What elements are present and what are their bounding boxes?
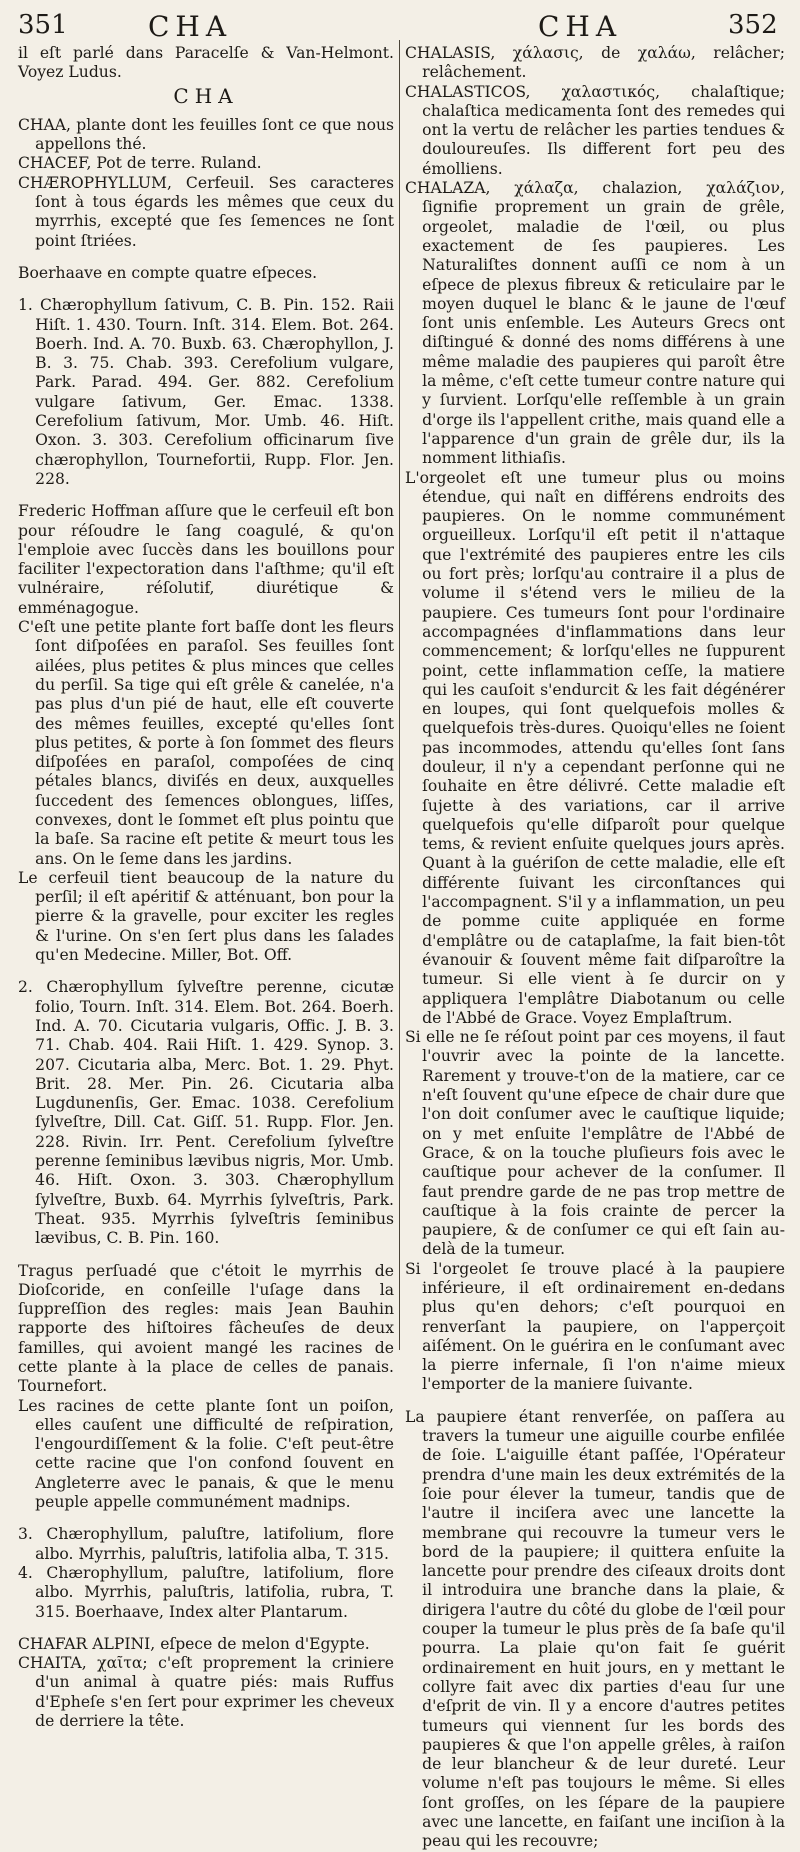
paragraph: CHÆROPHYLLUM, Cerfeuil. Ses caracteres ſont à tous égards les mêmes que ceux du myrrhis, excepté que ſes ſemences ne ſont point ſtriées. <box>18 173 394 250</box>
right-column <box>405 44 785 1851</box>
column-divider <box>399 40 400 1350</box>
paragraph: C'eſt une petite plante fort baſſe dont les fleurs ſont diſpoſées en paraſol. Ses feuilles ſont ailées, plus petites & plus minces que celles du perſil. Sa tige qui eſt grêle & canelée, n'a pas plus d'un pié de haut, elle eſt couverte des mêmes feuilles, excepté qu'elles ſont plus petites, & porte à ſon ſommet des fleurs diſpoſées en paraſol, compoſées de cinq pétales blancs, diviſés en deux, auxquelles ſuccedent des ſemences oblongues, liſſes, convexes, dont le ſommet eſt plus pointu que la baſe. Sa racine eſt petite & meurt tous les ans. On le ſeme dans les jardins. <box>18 618 394 868</box>
paragraph-gap <box>18 1512 394 1525</box>
paragraph: Frederic Hoffman aſſure que le cerfeuil eſt bon pour réſoudre le ſang coagulé, & qu'on l'emploie avec ſuccès dans les bouillons pour faciliter l'expectoration dans l'aſthme; qu'il eſt vulnéraire, réſolutif, diurétique & emménagogue. <box>18 502 394 617</box>
paragraph: Si elle ne ſe réſout point par ces moyens, il faut l'ouvrir avec la pointe de la lancette. Rarement y trouve-t'on de la matiere, car ce n'eſt ſouvent qu'une eſpece de chair dure que l'on doit conſumer avec le cauſtique liquide; on y met enſuite l'emplâtre de l'Abbé de Grace, & on la touche pluſieurs fois avec le cauſtique pour achever de la conſumer. Il faut prendre garde de ne pas trop mettre de cauſtique à la fois crainte de percer la paupiere, & de conſumer ce qui eſt ſain au-delà de la tumeur. <box>405 1028 785 1259</box>
paragraph-gap <box>18 1622 394 1635</box>
paragraph: 1. Chærophyllum ſativum, C. B. Pin. 152. Raii Hiſt. 1. 430. Tourn. Inſt. 314. Elem. Bot. 264. Boerh. Ind. A. 70. Buxb. 63. Chærophyllon, J. B. 3. 75. Chab. 393. Cerefolium vulgare, Park. Parad. 494. Ger. 882. Cerefolium vulgare ſativum, Ger. Emac. 1338. Cerefolium ſativum, Mor. Umb. 46. Hiſt. Oxon. 3. 303. Cerefolium officinarum ſive chærophyllon, Tournefortii, Rupp. Flor. Jen. 228. <box>18 296 394 488</box>
page-number-left: 351 <box>18 10 68 40</box>
paragraph-gap <box>18 1249 394 1262</box>
paragraph-gap <box>18 251 394 264</box>
paragraph: CHAFAR ALPINI, eſpece de melon d'Egypte. <box>18 1634 370 1653</box>
paragraph: L'orgeolet eſt une tumeur plus ou moins étendue, qui naît en différens endroits des paupieres. On le nomme communément orgueilleux. Lorſqu'il eſt petit il n'attaque que l'extrémité des paupieres entre les cils ou fort près; lorſqu'au contraire il a plus de volume il s'étend vers le milieu de la paupiere. Ces tumeurs ſont pour l'ordinaire accompagnées d'inflammations dans leur commencement; & lorſqu'elles ne ſuppurent point, cette inflammation ceſſe, la matiere qui les cauſoit s'endurcit & les fait dégénérer en loupes, qui ſont quelquefois molles & quelquefois très-dures. Quoiqu'elles ne ſoient pas incommodes, attendu qu'elles ſont ſans douleur, il n'y a cependant perſonne qui ne ſouhaite en être délivré. Cette maladie eſt ſujette à des variations, car il arrive quelquefois qu'elle diſparoît pour quelque tems, & revient enſuite quelques jours après. Quant à la guériſon de cette maladie, elle eſt différente ſuivant les circonſtances qui l'accompagnent. S'il y a inflammation, un peu de pomme cuite appliquée en forme d'emplâtre ou de cataplaſme, la fait bien-tôt évanouir & ſouvent même fait diſparoître la tumeur. Si elle vient à ſe durcir on y appliquera l'emplâtre Diabotanum ou celle de l'Abbé de Grace. Voyez Emplaſtrum. <box>405 468 785 1027</box>
paragraph-gap <box>18 489 394 502</box>
paragraph: Boerhaave en compte quatre eſpeces. <box>18 263 318 282</box>
paragraph: 4. Chærophyllum, paluſtre, latifolium, flore albo. Myrrhis, paluſtris, latifolia, rubra, T. 315. Boerhaave, Index alter Plantarum. <box>18 1563 394 1621</box>
paragraph: 3. Chærophyllum, paluſtre, latifolium, flore albo. Myrrhis, paluſtris, latifolia alba, T. 315. <box>18 1525 394 1563</box>
paragraph: CHAITA, χαῖτα; c'eſt proprement la criniere d'un animal à quatre piés: mais Ruffus d'Epheſe s'en ſert pour exprimer les cheveux de derriere la tête. <box>18 1654 394 1731</box>
paragraph: CHACEF, Pot de terre. Ruland. <box>18 154 262 173</box>
paragraph: Tragus perſuadé que c'étoit le myrrhis de Dioſcoride, en conſeille l'uſage dans la ſuppreſſion des regles: mais Jean Bauhin rapporte des hiſtoires fâcheuſes de deux familles, qui avoient mangé les racines de cette plante à la place de celles de panais. Tournefort. <box>18 1261 394 1396</box>
paragraph: CHALASTICOS, χαλαστικός, chalaſtique; chalaſtica medicamenta ſont des remedes qui ont la vertu de relâcher les parties tendues & douloureuſes. Ils different fort peu des émolliens. <box>405 82 785 178</box>
paragraph: La paupiere étant renverſée, on paſſera au travers la tumeur une aiguille courbe enfilée de ſoie. L'aiguille étant paſſée, l'Opérateur prendra d'une main les deux extrémités de la ſoie pour élever la tumeur, tandis que de l'autre il inciſera avec une lancette la membrane qui recouvre la tumeur vers le bord de la paupiere; il quittera enſuite la lancette pour prendre des ciſeaux droits dont il introduira une branche dans la plaie, & dirigera l'autre du côté du globe de l'œil pour couper la tumeur le plus près de ſa baſe qu'il pourra. La plaie qu'on fait ſe guérit ordinairement en huit jours, en y mettant le collyre fait avec dix parties d'eau ſur une d'eſprit de vin. Il y a encore d'autres petites tumeurs qui viennent ſur les bords des paupieres & que l'on appelle grêles, à raiſon de leur blancheur & de leur dureté. Leur volume n'eſt pas toujours le même. Si elles ſont groſſes, on les ſépare de la paupiere avec une lancette, en faiſant une inciſion à la peau qui les recouvre; <box>405 1407 785 1851</box>
paragraph: il eſt parlé dans Paracelſe & Van-Helmont. Voyez Ludus. <box>18 44 394 82</box>
paragraph: CHAA, plante dont les feuilles ſont ce que nous appellons thé. <box>18 115 394 154</box>
paragraph: 2. Chærophyllum ſylveſtre perenne, cicutæ folio, Tourn. Inſt. 314. Elem. Bot. 264. Boerh. Ind. A. 70. Cicutaria vulgaris, Offic. J. B. 3. 71. Chab. 404. Raii Hiſt. 1. 429. Synop. 3. 207. Cicutaria alba, Merc. Bot. 1. 29. Phyt. Brit. 28. Mer. Pin. 26. Cicutaria alba Lugdunenſis, Ger. Emac. 1038. Cerefolium ſylveſtre, Dill. Cat. Giſſ. 51. Rupp. Flor. Jen. 228. Rivin. Irr. Pent. Cerefolium ſylveſtre perenne ſeminibus lævibus nigris, Mor. Umb. 46. Hiſt. Oxon. 3. 303. Chærophyllum ſylveſtre, Buxb. 64. Myrrhis ſylveſtris, Park. Theat. 935. Myrrhis ſylveſtris ſeminibus lævibus, C. B. Pin. 160. <box>18 978 394 1248</box>
page-number-right: 352 <box>728 10 778 40</box>
paragraph: Le cerfeuil tient beaucoup de la nature du perſil; il eſt apéritif & atténuant, bon pour la pierre & la gravelle, pour exciter les regles & l'urine. On s'en ſert plus dans les ſalades qu'en Medecine. Miller, Bot. Off. <box>18 868 394 965</box>
section-heading: CHA <box>173 83 239 108</box>
paragraph-gap <box>18 283 394 296</box>
paragraph-gap <box>405 1395 785 1408</box>
paragraph: CHALAZA, χάλαζα, chalazion, χαλάζιον, ſignifie proprement un grain de grêle, orgeolet, maladie de l'œil, ou plus exactement de ſes paupieres. Les Naturaliſtes donnent auſſi ce nom à un eſpece de plexus fibreux & reticulaire par le moyen duquel le blanc & le jaune de l'œuf ſont unis enſemble. Les Auteurs Grecs ont diſtingué & donné des noms différens à une même maladie des paupieres qui paroît être la même, c'eſt cette tumeur contre nature qui y ſurvient. Lorſqu'elle reſſemble à un grain d'orge ils l'appellent crithe, mais quand elle a l'apparence d'un grain de grêle dur, ils la nomment lithiaſis. <box>405 179 785 468</box>
paragraph: Les racines de cette plante ſont un poiſon, elles cauſent une difficulté de reſpiration, l'engourdiſſement & la folie. C'eſt peut-être cette racine que l'on confond ſouvent en Angleterre avec le panais, & que le menu peuple appelle communément madnips. <box>18 1396 394 1512</box>
running-title-left: CHA <box>148 10 233 43</box>
paragraph-gap <box>18 965 394 978</box>
paragraph: CHALASIS, χάλασις, de χαλάω, relâcher; relâchement. <box>405 44 785 82</box>
running-title-right: CHA <box>538 10 623 43</box>
paragraph: Si l'orgeolet ſe trouve placé à la paupiere inférieure, il eſt ordinairement en-dedans plus qu'en dehors; c'eſt pourquoi en renverſant la paupiere, on l'apperçoit aiſément. On le guérira en le conſumant avec la pierre infernale, ſi l'on n'aime mieux l'emporter de la maniere ſuivante. <box>405 1259 785 1394</box>
left-column <box>18 44 394 1731</box>
